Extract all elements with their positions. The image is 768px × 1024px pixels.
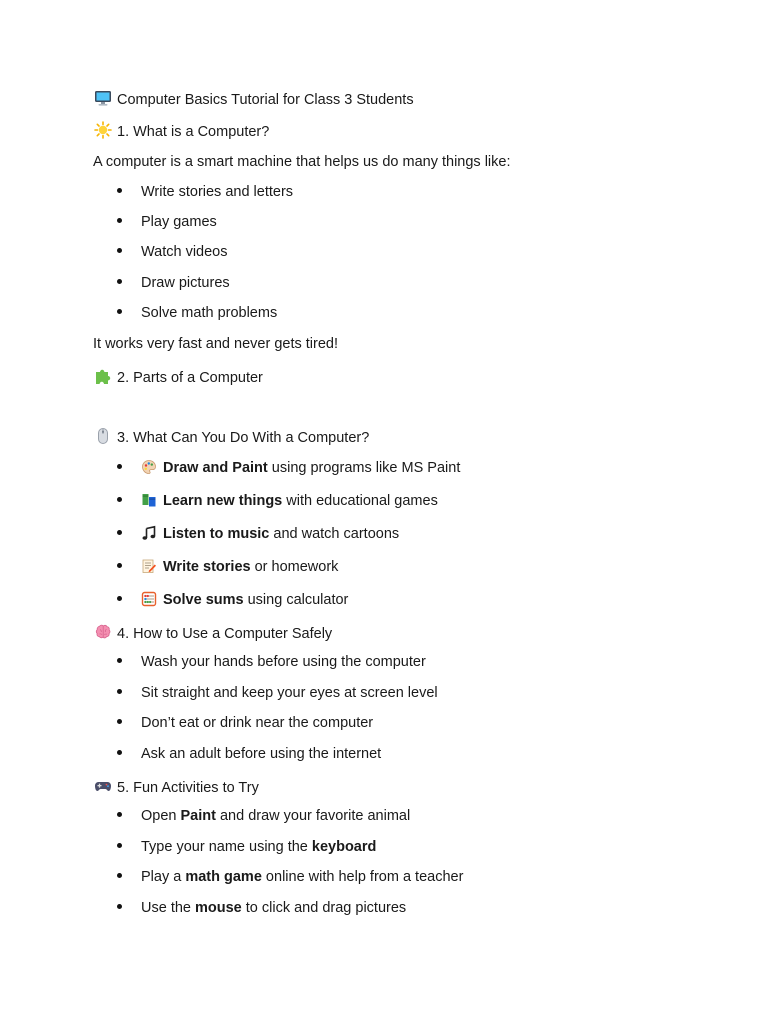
list-item: Listen to music and watch cartoons	[115, 525, 399, 543]
sun-icon	[94, 121, 112, 139]
computer-mouse-icon	[94, 427, 112, 445]
section-5-heading-text: 5. Fun Activities to Try	[117, 780, 259, 796]
title-text: Computer Basics Tutorial for Class 3 Students	[117, 92, 414, 108]
section-1-intro: A computer is a smart machine that helps us do many things like:	[93, 154, 511, 170]
section-3-heading-text: 3. What Can You Do With a Computer?	[117, 430, 370, 446]
list-item: Write stories or homework	[115, 558, 338, 576]
list-item: Watch videos	[115, 243, 228, 261]
section-1-heading	[94, 121, 269, 141]
section-4-heading-text: 4. How to Use a Computer Safely	[117, 626, 333, 642]
memo-icon	[141, 558, 157, 574]
section-5-heading	[94, 777, 259, 797]
artist-palette-icon	[141, 459, 157, 475]
document-title	[94, 89, 414, 109]
section-1-outro: It works very fast and never gets tired!	[93, 336, 338, 352]
list-item: Play games	[115, 213, 217, 231]
section-2-heading	[94, 367, 263, 387]
list-item: Open Paint and draw your favorite animal	[115, 807, 410, 825]
list-item: Use the mouse to click and drag pictures	[115, 899, 406, 917]
section-2-heading-text: 2. Parts of a Computer	[117, 370, 263, 386]
list-item: Ask an adult before using the internet	[115, 745, 381, 763]
list-item: Sit straight and keep your eyes at screen level	[115, 684, 438, 702]
list-item: Draw and Paint using programs like MS Paint	[115, 459, 460, 477]
list-item: Draw pictures	[115, 274, 230, 292]
desktop-computer-icon	[94, 89, 112, 107]
section-1-heading-text: 1. What is a Computer?	[117, 124, 270, 140]
brain-icon	[94, 623, 112, 641]
books-icon	[141, 492, 157, 508]
section-3-heading	[94, 427, 369, 447]
list-item: Wash your hands before using the computer	[115, 653, 426, 671]
list-item: Learn new things with educational games	[115, 492, 438, 510]
list-item: Write stories and letters	[115, 183, 293, 201]
music-note-icon	[141, 525, 157, 541]
list-item: Don’t eat or drink near the computer	[115, 714, 373, 732]
puzzle-piece-icon	[94, 367, 112, 385]
list-item: Type your name using the keyboard	[115, 838, 376, 856]
game-controller-icon	[94, 777, 112, 795]
list-item: Play a math game online with help from a teacher	[115, 868, 463, 886]
abacus-icon	[141, 591, 157, 607]
list-item: Solve sums using calculator	[115, 591, 348, 609]
section-4-heading	[94, 623, 332, 643]
list-item: Solve math problems	[115, 304, 277, 322]
